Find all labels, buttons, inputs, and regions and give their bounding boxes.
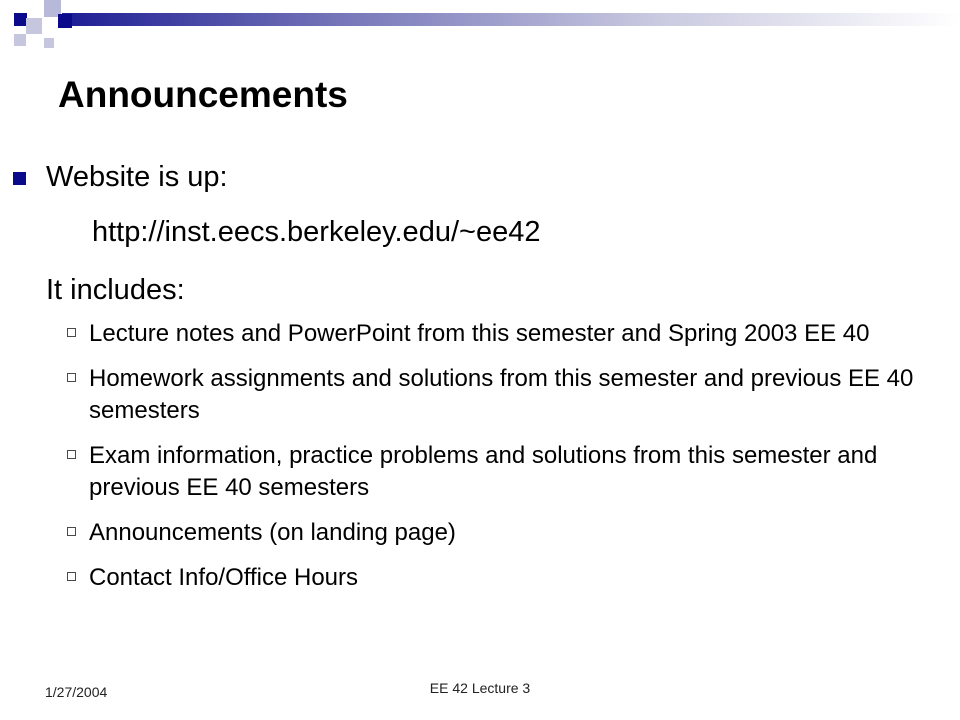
list-item: [0, 517, 960, 549]
hollow-square-bullet-icon: [67, 450, 76, 459]
header-gradient-bar: [62, 13, 960, 26]
footer-date: 1/27/2004: [45, 684, 108, 700]
decorative-square: [26, 18, 42, 34]
includes-line: [0, 262, 960, 318]
hollow-square-bullet-icon: [67, 527, 76, 536]
website-url-line: [0, 202, 960, 262]
footer-lecture-label: EE 42 Lecture 3: [429, 680, 531, 696]
list-item-text: Contact Info/Office Hours: [89, 564, 359, 591]
list-item-text: Exam information, practice problems and solutions from this semester and previous EE 40 semesters: [89, 442, 878, 501]
hollow-square-bullet-icon: [67, 328, 76, 337]
list-item-text: Lecture notes and PowerPoint from this semester and Spring 2003 EE 40: [89, 320, 870, 347]
decorative-square: [58, 14, 72, 28]
list-item: [0, 363, 960, 427]
hollow-square-bullet-icon: [67, 373, 76, 382]
list-item-text: Homework assignments and solutions from this semester and previous EE 40 semesters: [89, 365, 914, 424]
slide-title: Announcements: [58, 74, 348, 115]
hollow-square-bullet-icon: [67, 572, 76, 581]
bullet-website: [0, 152, 960, 202]
list-item: [0, 440, 960, 504]
list-item: [0, 562, 960, 594]
list-item: [0, 318, 960, 350]
includes-list: [0, 318, 960, 594]
bullet-text: Website is up:: [46, 161, 228, 193]
square-bullet-icon: [13, 172, 26, 185]
slide-body: [0, 152, 960, 607]
includes-label: It includes:: [46, 274, 185, 306]
decorative-square: [14, 34, 26, 46]
decorative-square: [44, 38, 54, 48]
website-url[interactable]: http://inst.eecs.berkeley.edu/~ee42: [92, 216, 541, 248]
list-item-text: Announcements (on landing page): [89, 519, 456, 546]
